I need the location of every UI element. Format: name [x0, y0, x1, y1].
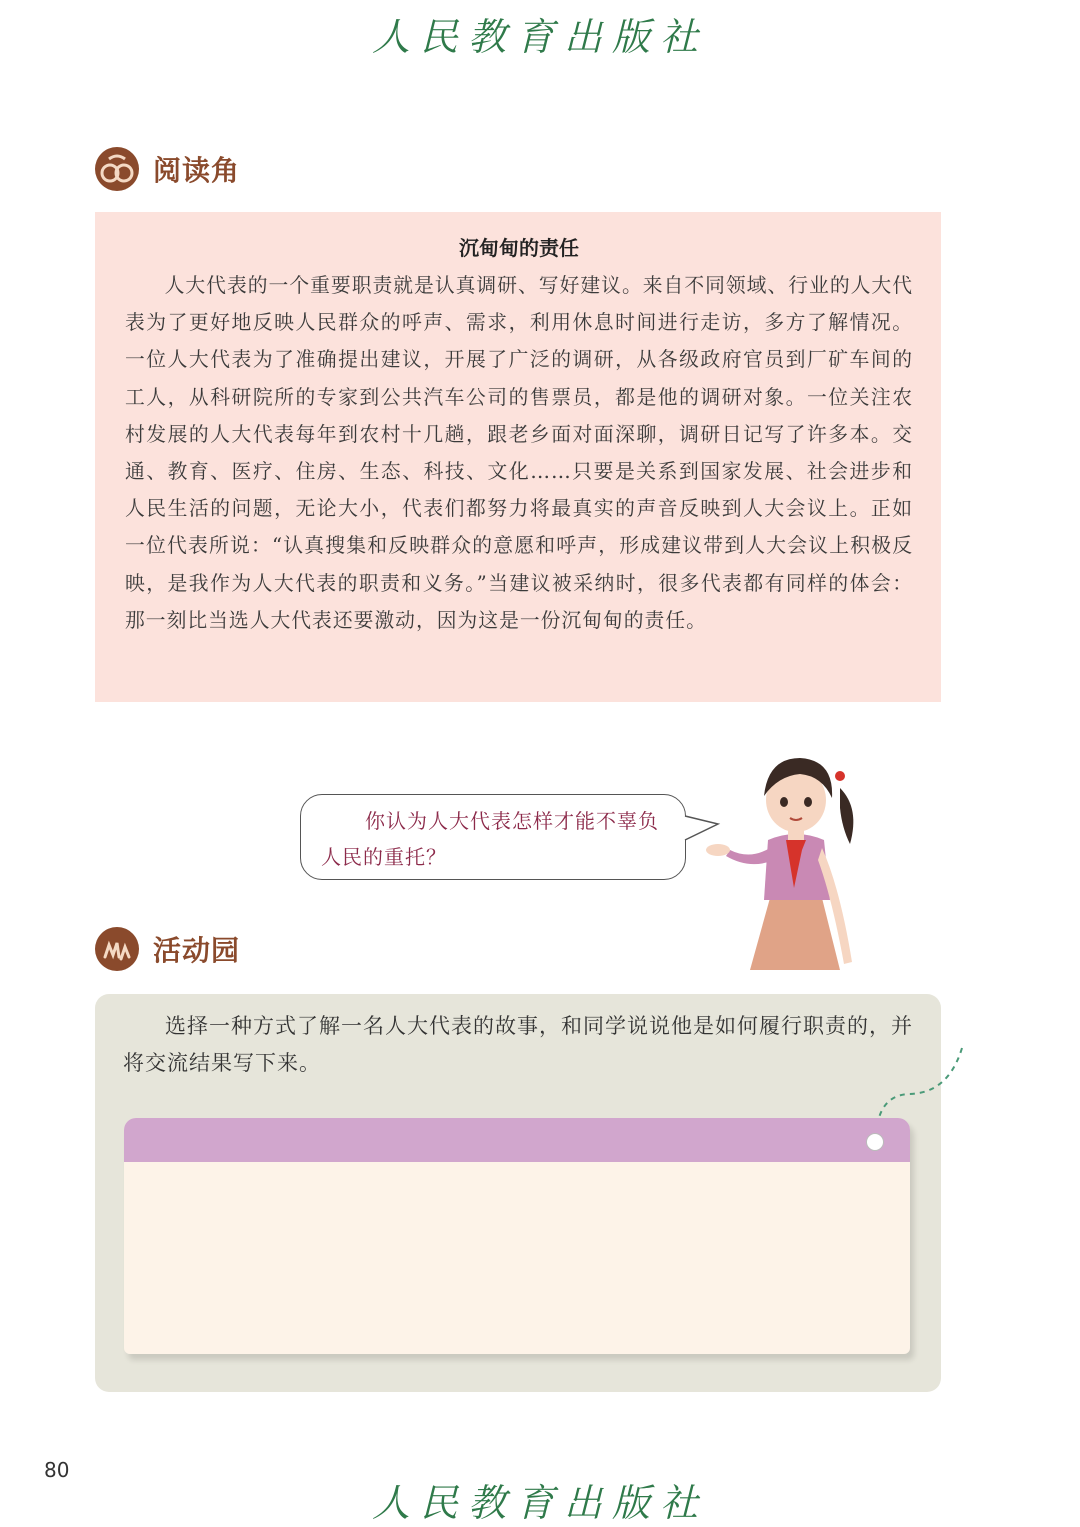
reading-icon	[95, 147, 139, 191]
hands-icon	[95, 927, 139, 971]
activity-heading	[95, 925, 240, 973]
reading-corner-title: 阅读角	[153, 154, 241, 187]
activity-title: 活动园	[153, 934, 241, 967]
publisher-watermark-bottom: 人民教育出版社	[371, 1481, 708, 1525]
article-body: 人大代表的一个重要职责就是认真调研、写好建议。来自不同领域、行业的人大代表为了更好地反映人民群众的呼声、需求，利用休息时间进行走访，多方了解情况。一位人大代表为了准确提出建议，开展了广泛的调研，从各级政府官员到厂矿车间的工人，从科研院所的专家到公共汽车公司的售票员，都是他的调研对象。一位关注农村发展的人大代表每年到农村十几趟，跟老乡面对面深聊，调研日记写了许多本。交通、教育、医疗、住房、生态、科技、文化……只要是关系到国家发展、社会进步和人民生活的问题，无论大小，代表们都努力将最真实的声音反映到人大会议上。正如一位代表所说：“认真搜集和反映群众的意愿和呼声，形成建议带到人大会议上积极反映，是我作为人大代表的职责和义务。”当建议被采纳时，很多代表都有同样的体会：那一刻比当选人大代表还要激动，因为这是一份沉甸甸的责任。	[125, 274, 913, 632]
student-girl-illustration	[690, 748, 890, 973]
speech-bubble-text: 你认为人大代表怎样才能不辜负人民的重托？	[321, 809, 659, 869]
publisher-watermark-top: 人民教育出版社	[371, 15, 708, 59]
writing-card[interactable]	[124, 1118, 910, 1354]
reading-panel	[95, 212, 941, 702]
article-title: 沉甸甸的责任	[459, 236, 579, 260]
page-number: 80	[44, 1458, 70, 1482]
reading-corner-heading	[95, 145, 240, 193]
card-hole-icon	[866, 1133, 884, 1151]
writing-card-header-strip	[124, 1118, 910, 1162]
speech-bubble	[300, 794, 686, 880]
activity-prompt: 选择一种方式了解一名人大代表的故事，和同学说说他是如何履行职责的，并将交流结果写下来。	[123, 1014, 913, 1075]
